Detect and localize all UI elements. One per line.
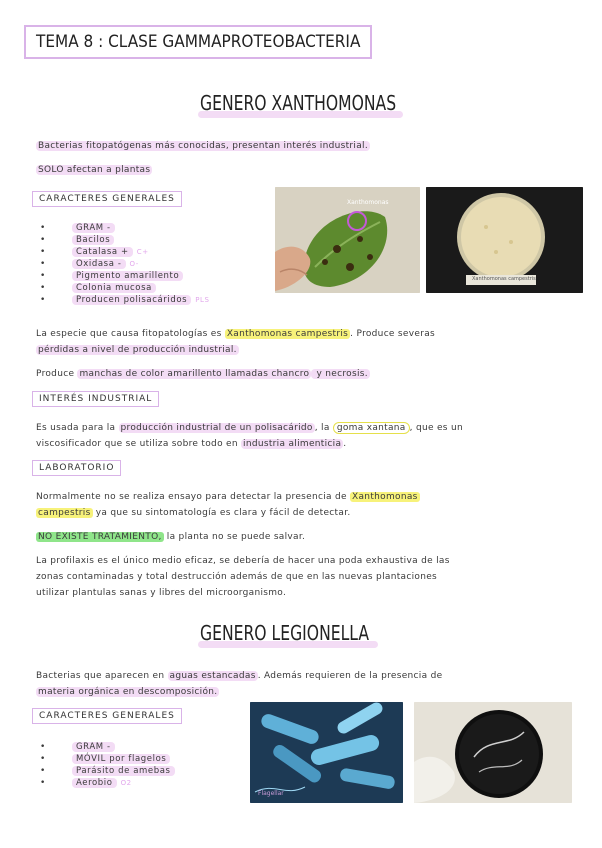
legionella-intro: Bacterias que aparecen en aguas estancadas . Además requieren de la presencia de materia orgánica en descomposición.: [36, 671, 443, 697]
plate-photo-label: Xanthomonas campestris: [472, 276, 536, 282]
industrial-paragraph: Es usada para la producción industrial de un polisacárido , la goma xantana , que es un viscosificador que se utiliza sobre todo en industria alimenticia .: [36, 423, 463, 449]
page-title-text: TEMA 8 : CLASE GAMMAPROTEOBACTERIA: [36, 32, 361, 52]
bacteria-micrograph-icon: [250, 702, 403, 803]
micrograph-photo: [250, 702, 403, 803]
prophylaxis-paragraph: La profilaxis es el único medio eficaz, se debería de hacer una poda exhaustiva de las zonas contaminadas y total destrucción además de que en las nuevas plantaciones utilizar plantulas sanas y libres del microorganismo.: [36, 556, 450, 598]
list-item: • Aerobio O2: [40, 777, 240, 789]
list-item: • Bacilos: [40, 234, 260, 246]
legionella-chars-list: [40, 741, 240, 789]
list-item: • MÓVIL por flagelos: [40, 753, 240, 765]
list-item: • GRAM -: [40, 741, 240, 753]
page-title: [24, 25, 372, 59]
list-item: • Colonia mucosa: [40, 282, 260, 294]
no-treatment-paragraph: NO EXISTE TRATAMIENTO, la planta no se puede salvar.: [38, 532, 306, 542]
xanthomonas-intro: Bacterias fitopatógenas más conocidas, presentan interés industrial.: [38, 141, 369, 151]
list-item: • Pigmento amarillento: [40, 270, 260, 282]
industrial-interest-title: INTERÉS INDUSTRIAL: [32, 391, 159, 407]
list-item: • Producen polisacáridos PLS: [40, 294, 260, 306]
legionella-chars-title: CARACTERES GENERALES: [32, 708, 182, 724]
leaf-photo-label: Xanthomonas: [347, 199, 389, 206]
xanthomonas-note: SOLO afectan a plantas: [38, 165, 151, 175]
section-heading-legionella: GENERO LEGIONELLA: [200, 621, 370, 645]
dark-petri-dish-icon: [414, 702, 572, 803]
dark-plate-photo: [414, 702, 572, 803]
xanthomonas-spots-paragraph: Produce manchas de color amarillento llamadas chancro y necrosis.: [36, 369, 368, 379]
xanthomonas-species-paragraph: La especie que causa fitopatologías es Xanthomonas campestris . Produce severas pérdidas a nivel de producción industrial.: [36, 329, 436, 355]
list-item: • Catalasa + C+: [40, 246, 260, 258]
micrograph-label: Flagellar: [258, 790, 284, 797]
plate-photo: [426, 187, 583, 293]
section-heading-xanthomonas: GENERO XANTHOMONAS: [200, 91, 397, 115]
list-item: • GRAM -: [40, 222, 260, 234]
list-item: • Oxidasa - O-: [40, 258, 260, 270]
xanthomonas-chars-title: CARACTERES GENERALES: [32, 191, 182, 207]
list-item: • Parásito de amebas: [40, 765, 240, 777]
laboratory-paragraph: Normalmente no se realiza ensayo para detectar la presencia de Xanthomonas campestris ya que su sintomatología es clara y fácil de detectar.: [36, 492, 418, 518]
laboratory-title: LABORATORIO: [32, 460, 121, 476]
leaf-photo: [275, 187, 420, 293]
xanthomonas-chars-list: [40, 222, 260, 306]
